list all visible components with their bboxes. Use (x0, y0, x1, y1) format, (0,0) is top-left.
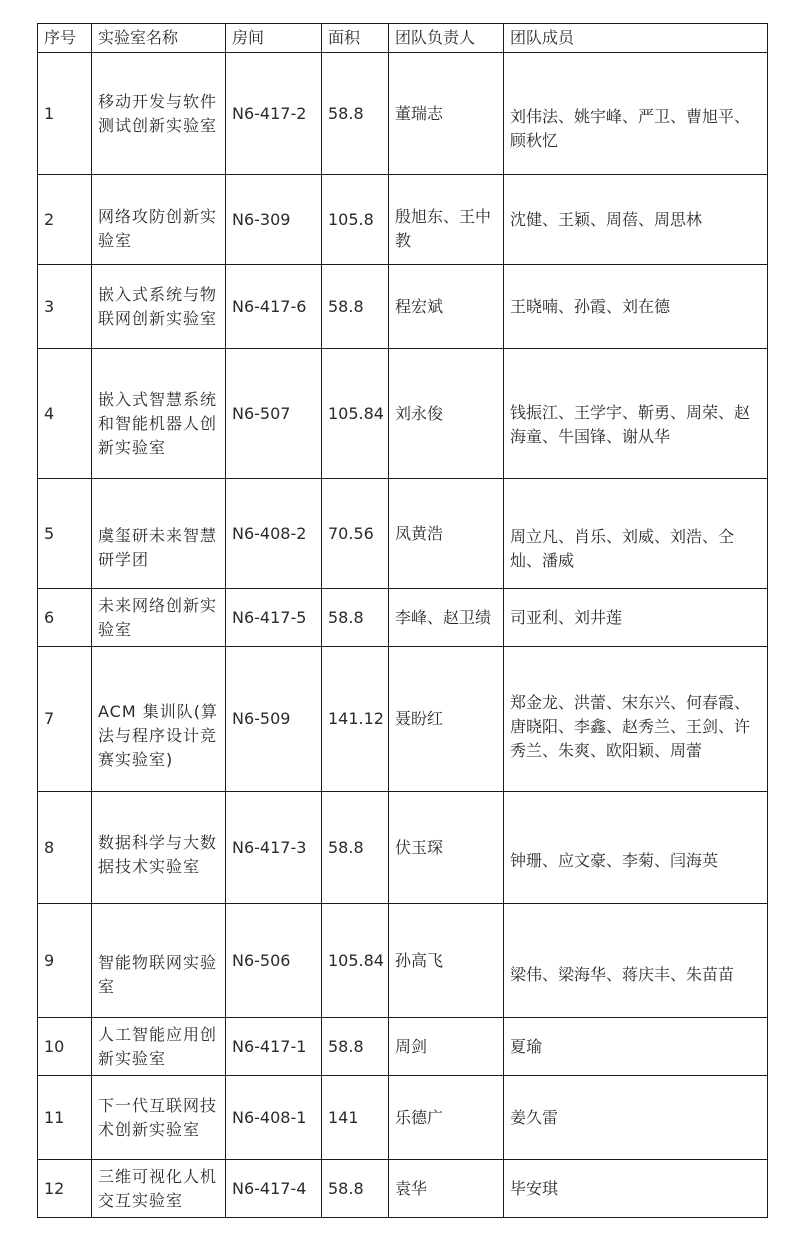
cell-lab-name: 嵌入式智慧系统和智能机器人创新实验室 (92, 349, 226, 479)
cell-room: N6-507 (226, 349, 322, 479)
cell-lab-name: 智能物联网实验室 (92, 904, 226, 1018)
cell-lead: 刘永俊 (389, 349, 504, 479)
cell-lab-name: 网络攻防创新实验室 (92, 175, 226, 265)
cell-area: 58.8 (322, 1018, 389, 1076)
header-name: 实验室名称 (92, 24, 226, 53)
cell-members: 周立凡、肖乐、刘威、刘浩、仝灿、潘威 (504, 479, 768, 589)
header-row (38, 24, 768, 53)
table-row (38, 792, 768, 904)
cell-area: 70.56 (322, 479, 389, 589)
cell-lead: 孙高飞 (389, 904, 504, 1018)
table-row (38, 1018, 768, 1076)
cell-room: N6-509 (226, 647, 322, 792)
cell-no: 5 (38, 479, 92, 589)
cell-no: 8 (38, 792, 92, 904)
cell-area: 58.8 (322, 792, 389, 904)
cell-members: 毕安琪 (504, 1160, 768, 1218)
cell-area: 141.12 (322, 647, 389, 792)
cell-no: 6 (38, 589, 92, 647)
cell-lead: 殷旭东、王中教 (389, 175, 504, 265)
cell-members: 钟珊、应文豪、李菊、闫海英 (504, 792, 768, 904)
cell-lead: 聂盼红 (389, 647, 504, 792)
cell-lab-name: 嵌入式系统与物联网创新实验室 (92, 265, 226, 349)
cell-area: 58.8 (322, 1160, 389, 1218)
cell-no: 1 (38, 53, 92, 175)
cell-members: 姜久雷 (504, 1076, 768, 1160)
cell-lead: 袁华 (389, 1160, 504, 1218)
cell-lab-name: 数据科学与大数据技术实验室 (92, 792, 226, 904)
cell-members: 刘伟法、姚宇峰、严卫、曹旭平、顾秋忆 (504, 53, 768, 175)
cell-lab-name: ACM 集训队(算法与程序设计竞赛实验室) (92, 647, 226, 792)
cell-room: N6-417-6 (226, 265, 322, 349)
cell-room: N6-417-4 (226, 1160, 322, 1218)
header-area: 面积 (322, 24, 389, 53)
table-row (38, 589, 768, 647)
cell-lead: 董瑞志 (389, 53, 504, 175)
cell-members: 钱振江、王学宇、靳勇、周荣、赵海童、牛国锋、谢从华 (504, 349, 768, 479)
cell-members: 沈健、王颖、周蓓、周思林 (504, 175, 768, 265)
cell-room: N6-417-3 (226, 792, 322, 904)
cell-area: 105.8 (322, 175, 389, 265)
cell-room: N6-417-5 (226, 589, 322, 647)
cell-lab-name: 三维可视化人机交互实验室 (92, 1160, 226, 1218)
cell-members: 梁伟、梁海华、蒋庆丰、朱苗苗 (504, 904, 768, 1018)
cell-lab-name: 人工智能应用创新实验室 (92, 1018, 226, 1076)
header-room: 房间 (226, 24, 322, 53)
header-lead: 团队负责人 (389, 24, 504, 53)
header-members: 团队成员 (504, 24, 768, 53)
table-row (38, 647, 768, 792)
cell-area: 58.8 (322, 53, 389, 175)
cell-lab-name: 下一代互联网技术创新实验室 (92, 1076, 226, 1160)
lab-table (37, 23, 768, 1218)
cell-room: N6-506 (226, 904, 322, 1018)
cell-lab-name: 未来网络创新实验室 (92, 589, 226, 647)
table-row (38, 265, 768, 349)
cell-lead: 李峰、赵卫绩 (389, 589, 504, 647)
cell-no: 4 (38, 349, 92, 479)
table-row (38, 479, 768, 589)
cell-area: 105.84 (322, 349, 389, 479)
table-row (38, 53, 768, 175)
table-row (38, 904, 768, 1018)
table-row (38, 175, 768, 265)
cell-members: 王晓喃、孙霞、刘在德 (504, 265, 768, 349)
cell-room: N6-417-1 (226, 1018, 322, 1076)
table-row (38, 349, 768, 479)
cell-lab-name: 虞玺研未来智慧研学团 (92, 479, 226, 589)
cell-room: N6-408-1 (226, 1076, 322, 1160)
cell-area: 105.84 (322, 904, 389, 1018)
cell-no: 12 (38, 1160, 92, 1218)
cell-no: 9 (38, 904, 92, 1018)
table-row (38, 1076, 768, 1160)
cell-lead: 周剑 (389, 1018, 504, 1076)
cell-room: N6-309 (226, 175, 322, 265)
cell-room: N6-417-2 (226, 53, 322, 175)
cell-members: 司亚利、刘井莲 (504, 589, 768, 647)
cell-lead: 凤黄浩 (389, 479, 504, 589)
cell-room: N6-408-2 (226, 479, 322, 589)
cell-no: 3 (38, 265, 92, 349)
cell-area: 58.8 (322, 589, 389, 647)
table-row (38, 1160, 768, 1218)
cell-members: 夏瑜 (504, 1018, 768, 1076)
cell-lead: 乐德广 (389, 1076, 504, 1160)
cell-no: 10 (38, 1018, 92, 1076)
cell-members: 郑金龙、洪蕾、宋东兴、何春霞、唐晓阳、李鑫、赵秀兰、王剑、许秀兰、朱爽、欧阳颖、周蕾 (504, 647, 768, 792)
cell-no: 7 (38, 647, 92, 792)
cell-lead: 伏玉琛 (389, 792, 504, 904)
cell-no: 2 (38, 175, 92, 265)
cell-area: 141 (322, 1076, 389, 1160)
cell-area: 58.8 (322, 265, 389, 349)
cell-no: 11 (38, 1076, 92, 1160)
cell-lab-name: 移动开发与软件测试创新实验室 (92, 53, 226, 175)
header-no: 序号 (38, 24, 92, 53)
cell-lead: 程宏斌 (389, 265, 504, 349)
